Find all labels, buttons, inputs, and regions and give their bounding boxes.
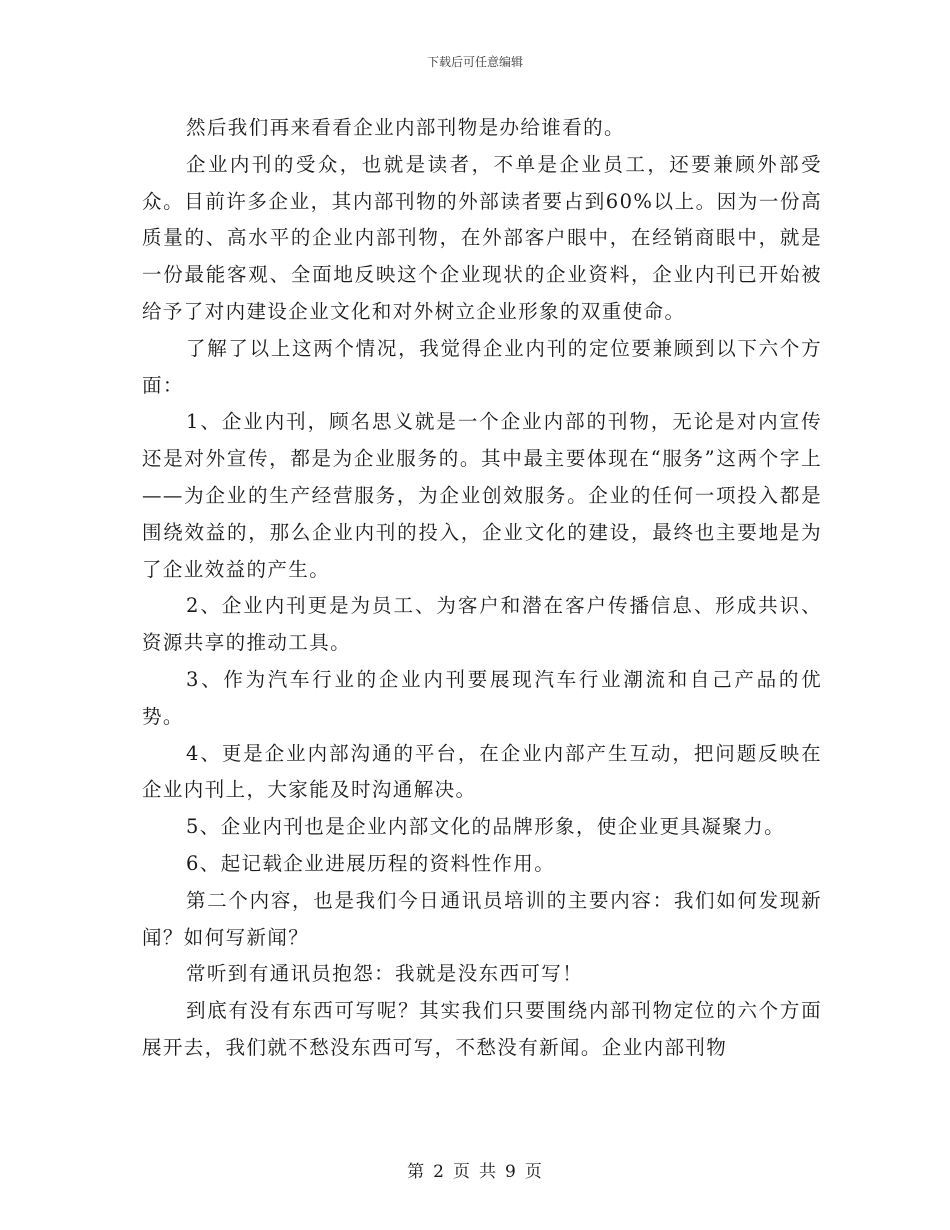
list-item-6: 6、起记载企业进展历程的资料性作用。 — [186, 851, 556, 875]
page-prefix: 第 — [407, 1162, 426, 1182]
list-item-4: 4、更是企业内部沟通的平台，在企业内部产生互动，把问题反映在企业内刊上，大家能及时沟通解决。 — [142, 741, 822, 802]
page-footer — [0, 1157, 950, 1182]
paragraph-answer: 到底有没有东西可写呢？其实我们只要围绕内部刊物定位的六个方面展开去，我们就不愁没东西可写，不愁没有新闻。企业内部刊物 — [142, 999, 822, 1059]
page-mid-2: 共 — [479, 1162, 497, 1182]
page-mid-1: 页 — [453, 1162, 471, 1182]
paragraph-audience: 企业内刊的受众，也就是读者，不单是企业员工，还要兼顾外部受众。目前许多企业，其内部刊物的外部读者要占到60%以上。因为一份高质量的、高水平的企业内部刊物，在外部客户眼中，在经销商眼中，就是一份最能客观、全面地反映这个企业现状的企业资料，企业内刊已开始被给予了对内建设企业文化和对外树立企业形象的双重使命。 — [142, 152, 822, 323]
list-item-5: 5、企业内刊也是企业内部文化的品牌形象，使企业更具凝聚力。 — [186, 815, 786, 839]
paragraph-complaint: 常听到有通讯员抱怨：我就是没东西可写！ — [186, 962, 584, 986]
page-total: 9 — [505, 1162, 517, 1182]
page-header-note: 下载后可任意编辑 — [426, 55, 523, 69]
paragraph-intro: 然后我们再来看看企业内部刊物是办给谁看的。 — [186, 116, 625, 139]
list-item-1: 1、企业内刊，顾名思义就是一个企业内部的刊物，无论是对内宣传还是对外宣传，都是为企业服务的。其中最主要体现在“服务”这两个字上——为企业的生产经营服务，为企业创效服务。企业的任何一项投入都是围绕效益的，那么企业内刊的投入，企业文化的建设，最终也主要地是为了企业效益的产生。 — [142, 410, 822, 581]
list-item-2: 2、企业内刊更是为员工、为客户和潜在客户传播信息、形成共识、资源共享的推动工具。 — [142, 594, 822, 655]
document-body — [142, 110, 822, 1067]
page-suffix: 页 — [524, 1162, 543, 1182]
list-item-3: 3、作为汽车行业的企业内刊要展现汽车行业潮流和自己产品的优势。 — [142, 667, 822, 728]
paragraph-positioning: 了解了以上这两个情况，我觉得企业内刊的定位要兼顾到以下六个方面： — [142, 336, 822, 397]
page-current: 2 — [433, 1162, 445, 1182]
paragraph-second-topic: 第二个内容，也是我们今日通讯员培训的主要内容：我们如何发现新闻？如何写新闻？ — [142, 888, 822, 949]
